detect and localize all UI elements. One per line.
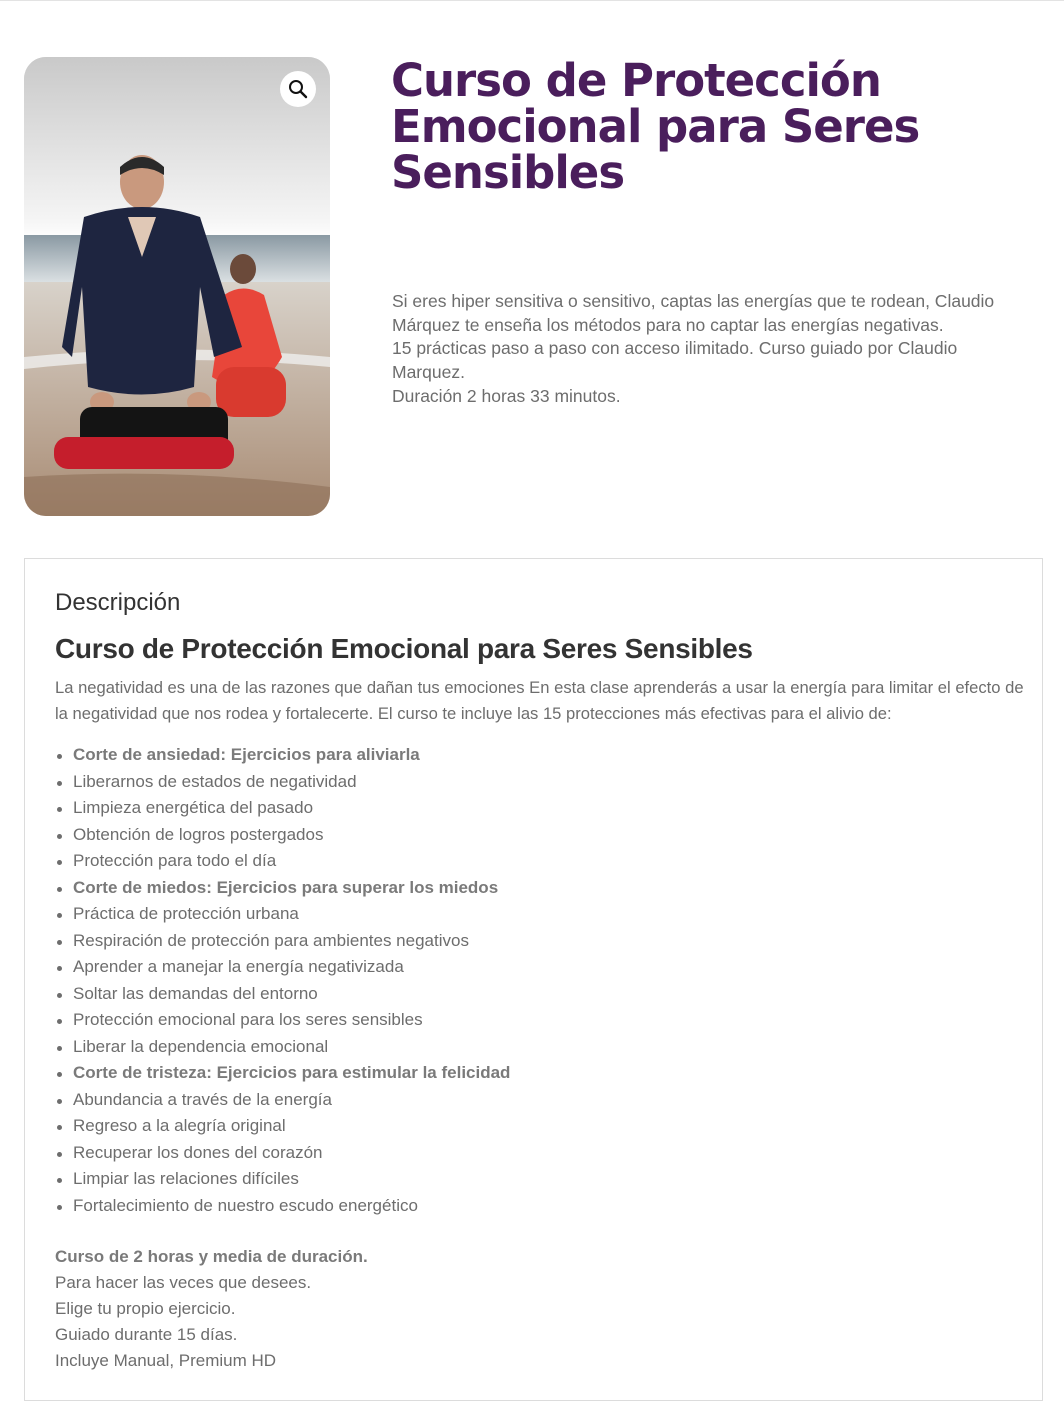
description-heading: Curso de Protección Emocional para Seres Sensibles <box>55 633 753 664</box>
note-line: Para hacer las veces que desees. <box>55 1273 312 1292</box>
list-item: Obtención de logros postergados <box>55 822 510 849</box>
duration-note: Curso de 2 horas y media de duración. <box>55 1247 368 1266</box>
list-item: Abundancia a través de la energía <box>55 1087 510 1114</box>
tab-description[interactable]: Descripción <box>55 589 181 616</box>
short-description-line: Duración 2 horas 33 minutos. <box>392 385 621 406</box>
description-tab-panel <box>24 558 1043 1401</box>
protections-list <box>55 742 510 1219</box>
list-item: Corte de tristeza: Ejercicios para estimular la felicidad <box>55 1060 510 1087</box>
list-item: Limpiar las relaciones difíciles <box>55 1166 510 1193</box>
short-description-line: Si eres hiper sensitiva o sensitivo, captas las energías que te rodean, Claudio Márquez te enseña los métodos para no captar las energías negativas. <box>392 291 995 335</box>
note-line: Elige tu propio ejercicio. <box>55 1299 236 1318</box>
list-item: Regreso a la alegría original <box>55 1113 510 1140</box>
list-item: Aprender a manejar la energía negativizada <box>55 954 510 981</box>
short-description-line: 15 prácticas paso a paso con acceso ilimitado. Curso guiado por Claudio Marquez. <box>392 338 958 383</box>
note-line: Guiado durante 15 días. <box>55 1325 238 1344</box>
zoom-button[interactable] <box>280 71 316 107</box>
list-item: Respiración de protección para ambientes negativos <box>55 928 510 955</box>
product-title: Curso de Protección Emocional para Seres Sensibles <box>391 54 920 199</box>
list-item: Protección emocional para los seres sensibles <box>55 1007 510 1034</box>
list-item: Fortalecimiento de nuestro escudo energético <box>55 1193 510 1220</box>
list-item: Corte de ansiedad: Ejercicios para aliviarla <box>55 742 510 769</box>
description-intro: La negatividad es una de las razones que dañan tus emociones En esta clase aprenderás a usar la energía para limitar el efecto de la negatividad que nos rodea y fortalecerte. El curso te incluye las 15 protecciones más efectivas para el alivio de: <box>55 678 1024 723</box>
list-item: Protección para todo el día <box>55 848 510 875</box>
list-item: Recuperar los dones del corazón <box>55 1140 510 1167</box>
list-item: Práctica de protección urbana <box>55 901 510 928</box>
product-image[interactable] <box>24 57 330 516</box>
meditation-photo <box>24 57 330 516</box>
magnifier-icon <box>288 79 308 99</box>
list-item: Liberar la dependencia emocional <box>55 1034 510 1061</box>
note-line: Incluye Manual, Premium HD <box>55 1351 277 1370</box>
course-notes <box>55 1244 368 1374</box>
list-item: Corte de miedos: Ejercicios para superar los miedos <box>55 875 510 902</box>
product-short-description <box>392 290 1012 409</box>
list-item: Limpieza energética del pasado <box>55 795 510 822</box>
top-divider <box>0 0 1064 1</box>
list-item: Soltar las demandas del entorno <box>55 981 510 1008</box>
list-item: Liberarnos de estados de negatividad <box>55 769 510 796</box>
